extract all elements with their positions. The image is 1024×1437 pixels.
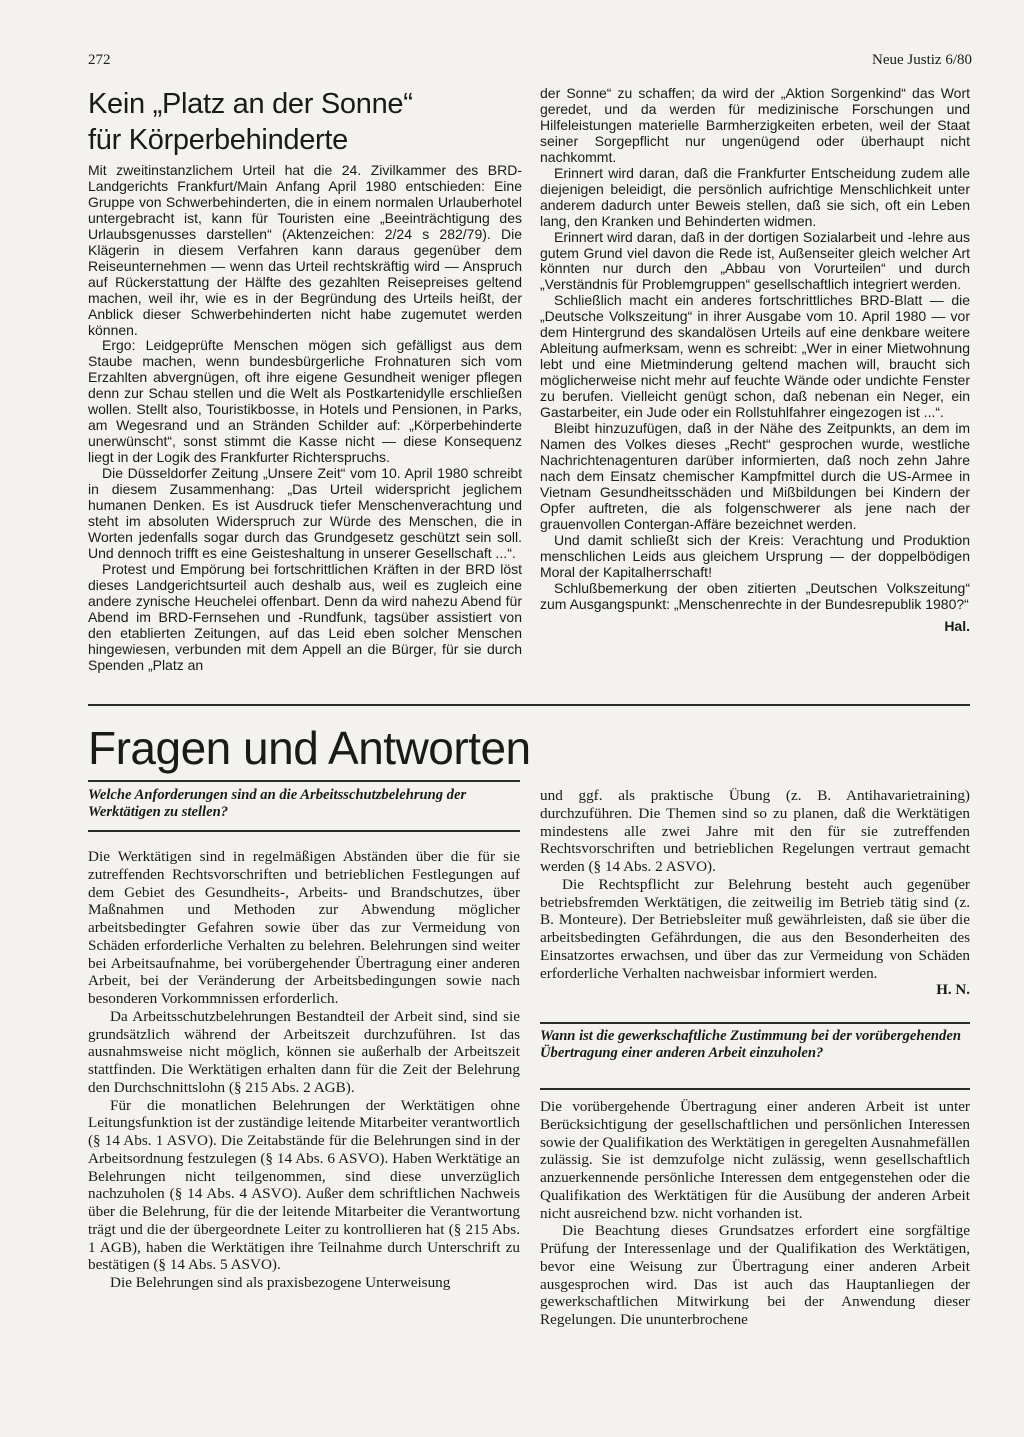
paragraph: Für die monatlichen Belehrungen der Werktätigen ohne Leitungsfunktion ist der zuständige leitende Mitarbeiter verantwortlich (§ 14 Abs. 1 ASVO). Die Zeitabstände für die Belehrungen sind in der Arbeitsordnung festzulegen (§ 14 Abs. 6 ASVO). Haben Werktätige an Belehrungen nicht teilgenommen, sind diese unverzüglich nachzuholen (§ 14 Abs. 4 ASVO). Außer dem schriftlichen Nachweis über die Belehrung, für die der leitende Mitarbeiter die Verantwortung trägt und die der übergeordnete Leiter zu kontrollieren hat (§ 215 Abs. 1 AGB), haben die Werktätigen ihre Teilnahme durch Unterschrift zu bestätigen (§ 14 Abs. 5 ASVO). bbox=[88, 1096, 520, 1274]
answer-1-right-column bbox=[540, 787, 970, 999]
paragraph: Ergo: Leidgeprüfte Menschen mögen sich gefälligst aus dem Staube machen, wenn bundesbürgerliche Frohnaturen sich vom Erzahlten abvergnügen, oft ihre eigene Gesundheit weniger pflegen denn zur Schau stellen und die Welt als Postkartenidylle erschließen wollen. Stellt also, Touristikbosse, in Hotels und Pensionen, in Parks, am Wegesrand und an Stränden Schilder auf: „Körperbehinderte unerwünscht“, sonst stimmt die Kasse nicht — diese Konsequenz liegt in der Logik des Frankfurter Richterspruchs. bbox=[88, 337, 522, 466]
title-line-1: Kein „Platz an der Sonne“ bbox=[88, 88, 413, 120]
paragraph: Protest und Empörung bei fortschrittlichen Kräften in der BRD löst dieses Landgerichtsurteil auch deshalb aus, weil es zugleich eine andere zynische Heuchelei offenbart. Denn da wird nahezu Abend für Abend im BRD-Fernsehen und -Rundfunk, tagsüber assistiert von den etablierten Zeitungen, auf das Leid eben solcher Menschen hingewiesen, verbunden mit dem Appell an die Bürger, für sie durch Spenden „Platz an bbox=[88, 560, 522, 673]
paragraph: Die Werktätigen sind in regelmäßigen Abständen über die für sie zutreffenden Rechtsvorschriften und betrieblichen Festlegungen auf dem Gebiet des Gesundheits-, Arbeits- und Brandschutzes, über Maßnahmen und Methoden zur Abwendung möglicher arbeitsbedingter Gefahren sowie über das zur Vermeidung von Schäden erforderliche Verhalten zu belehren. Belehrungen sind weiter bei Arbeitsaufnahme, bei vorübergehender Übertragung einer anderen Arbeit, bei der Veränderung der Arbeitsbedingungen sowie nach besonderen Vorkommnissen erforderlich. bbox=[88, 848, 520, 1007]
section-title: Fragen und Antworten bbox=[88, 722, 531, 774]
answer-2 bbox=[540, 1098, 970, 1329]
paragraph: Die vorübergehende Übertragung einer anderen Arbeit ist unter Berücksichtigung der gesellschaftlichen und persönlichen Interessen sowie der Qualifikation des Werktätigen in geregelten Ausnahmefällen zulässig. Sie ist demzufolge nicht zulässig, wenn gesellschaftlich anzuerkennende persönliche Interessen dem entgegenstehen oder die Qualifikation des Werktätigen für die Ausübung der anderen Arbeit nicht ausreichend bzw. nicht vorhanden ist. bbox=[540, 1098, 970, 1222]
article-left-column bbox=[88, 163, 522, 674]
paragraph: Schlußbemerkung der oben zitierten „Deutschen Volkszeitung“ zum Ausgangspunkt: „Menschenrechte in der Bundesrepublik 1980?“ bbox=[540, 579, 970, 612]
paragraph: Erinnert wird daran, daß in der dortigen Sozialarbeit und -lehre aus gutem Grund viel davon die Rede ist, Außenseiter gleich welcher Art könnten nur durch den „Abbau von Vorurteilen“ und durch „Verständnis für Problemgruppen“ gesellschaftlich integriert werden. bbox=[540, 228, 970, 293]
page-number: 272 bbox=[88, 52, 111, 68]
question-1 bbox=[88, 787, 520, 821]
question-rule-top bbox=[540, 1022, 970, 1024]
question-2 bbox=[540, 1028, 970, 1062]
paragraph: und ggf. als praktische Übung (z. B. Antihavarietraining) durchzuführen. Die Themen sind so zu planen, daß die Werktätigen mindestens alle zwei Jahre mit den für sie zutreffenden Rechtsvorschriften und betrieblichen Regelungen vertraut gemacht werden (§ 14 Abs. 2 ASVO). bbox=[540, 787, 970, 875]
article-right-column bbox=[540, 86, 970, 634]
paragraph: Die Rechtspflicht zur Belehrung besteht auch gegenüber betriebsfremden Werktätigen, die zeitweilig im Betrieb tätig sind (z. B. Monteure). Der Betriebsleiter muß gewährleisten, daß sie über die arbeitsbedingten Gefährdungen, die aus den Besonderheiten des Einsatzortes erwachsen, und über das zur Vermeidung von Schäden erforderliche Verhalten nachweisbar informiert werden. bbox=[540, 875, 970, 982]
question-rule-top bbox=[88, 780, 520, 782]
paragraph: Erinnert wird daran, daß die Frankfurter Entscheidung zudem alle diejenigen beleidigt, die persönlich aufrichtige Menschlichkeit unter anderem dadurch unter Beweis stellen, daß sie sich, oft ein Leben lang, den Kranken und Behinderten widmen. bbox=[540, 164, 970, 229]
title-line-2: für Körperbehinderte bbox=[88, 124, 348, 156]
paragraph: Bleibt hinzuzufügen, daß in der Nähe des Zeitpunkts, an dem im Namen des Volkes dieses „Recht“ gesprochen wurde, westliche Nachrichtenagenturen darüber informierten, daß noch zehn Jahre nach dem Einsatz chemischer Kampfmittel durch die US-Armee in Vietnam Gesundheitsschäden und Mißbildungen bei Kindern der Opfer auftreten, die als folgenschwerer als jene nach der grauenvollen Contergan-Affäre bezeichnet werden. bbox=[540, 420, 970, 532]
question-text: Wann ist die gewerkschaftliche Zustimmung bei der vorübergehenden Übertragung einer anderen Arbeit einzuholen? bbox=[540, 1028, 961, 1061]
paragraph: Schließlich macht ein anderes fortschrittliches BRD-Blatt — die „Deutsche Volkszeitung“ in ihrer Ausgabe vom 10. April 1980 — vor dem Hintergrund des skandalösen Urteils auf eine denkbare weitere Ableitung aufmerksam, wenn es schreibt: „Wer in einer Mietwohnung lebt und eine Mietminderung geltend machen will, braucht sich möglicherweise nicht mehr auf feuchte Wände oder undichte Fenster zu berufen. Vielleicht genügt schon, daß nebenan ein Neger, ein Gastarbeiter, ein Jude oder ein Rollstuhlfahrer eingezogen ist ...“. bbox=[540, 292, 970, 421]
answer-signature: H. N. bbox=[936, 982, 970, 999]
question-text: Welche Anforderungen sind an die Arbeitsschutzbelehrung der Werktätigen zu stellen? bbox=[88, 787, 467, 820]
question-rule-bottom bbox=[88, 830, 520, 832]
paragraph: Und damit schließt sich der Kreis: Verachtung und Produktion menschlichen Leids aus gleichem Ursprung — der doppelbödigen Moral der Kapitalherrschaft! bbox=[540, 531, 970, 580]
paragraph: Die Beachtung dieses Grundsatzes erfordert eine sorgfältige Prüfung der Interessenlage und der Qualifikation des Werktätigen, bevor eine Weisung zur Übertragung einer anderen Arbeit ausgesprochen wird. Das ist auch das Hauptanliegen der gewerkschaftlichen Mitwirkung bei der Anwendung dieser Regelungen. Die ununterbrochene bbox=[540, 1222, 970, 1328]
paragraph: Die Belehrungen sind als praxisbezogene Unterweisung bbox=[110, 1274, 451, 1291]
answer-1-left-column bbox=[88, 848, 520, 1292]
paragraph: der Sonne“ zu schaffen; da wird der „Aktion Sorgenkind“ das Wort geredet, und da werden für medizinische Forschungen und Hilfeleistungen materielle Barmherzigkeiten erbeten, weil der Staat seiner Sorgepflicht nur ungenügend oder überhaupt nicht nachkommt. bbox=[540, 85, 970, 165]
question-rule-bottom bbox=[540, 1088, 970, 1090]
running-header: Neue Justiz 6/80 bbox=[872, 52, 972, 68]
article-title bbox=[88, 86, 528, 158]
article-signature: Hal. bbox=[944, 618, 970, 635]
section-divider bbox=[88, 704, 970, 706]
paragraph: Da Arbeitsschutzbelehrungen Bestandteil der Arbeit sind, sind sie grundsätzlich während der Arbeitszeit durchzuführen. Ist das ausnahmsweise nicht möglich, können sie außerhalb der Arbeitszeit stattfinden. Die Werktätigen erhalten dann für die Zeit der Belehrung den Durchschnittslohn (§ 215 Abs. 2 AGB). bbox=[88, 1007, 520, 1096]
paragraph: Mit zweitinstanzlichem Urteil hat die 24. Zivilkammer des BRD-Landgerichts Frankfurt/Main Anfang April 1980 entschieden: Eine Gruppe von Schwerbehinderten, die in einem normalen Urlauberhotel untergebracht ist, kann für Touristen eine „Beeinträchtigung des Urlaubsgenusses darstellen“ (Aktenzeichen: 2/24 s 282/79). Die Klägerin in diesem Verfahren kann daraus gegenüber dem Reiseunternehmen — wenn das Urteil rechtskräftig wird — Anspruch auf Rückerstattung der Hälfte des gezahlten Reisepreises geltend machen, weil ihr, wie es in der Begründung des Urteils heißt, der Anblick dieser Schwerbehinderten nicht habe zugemutet werden können. bbox=[88, 162, 522, 338]
paragraph: Die Düsseldorfer Zeitung „Unsere Zeit“ vom 10. April 1980 schreibt in diesem Zusammenhang: „Das Urteil widerspricht jeglichem humanen Denken. Es ist Ausdruck tiefer Menschenverachtung und steht im absoluten Widerspruch zur Würde des Menschen, die in Worten jedenfalls sogar durch das Grundgesetz geschützt sein soll. Und dennoch trifft es eine Geisteshaltung in unserer Gesellschaft ...“. bbox=[88, 465, 522, 561]
